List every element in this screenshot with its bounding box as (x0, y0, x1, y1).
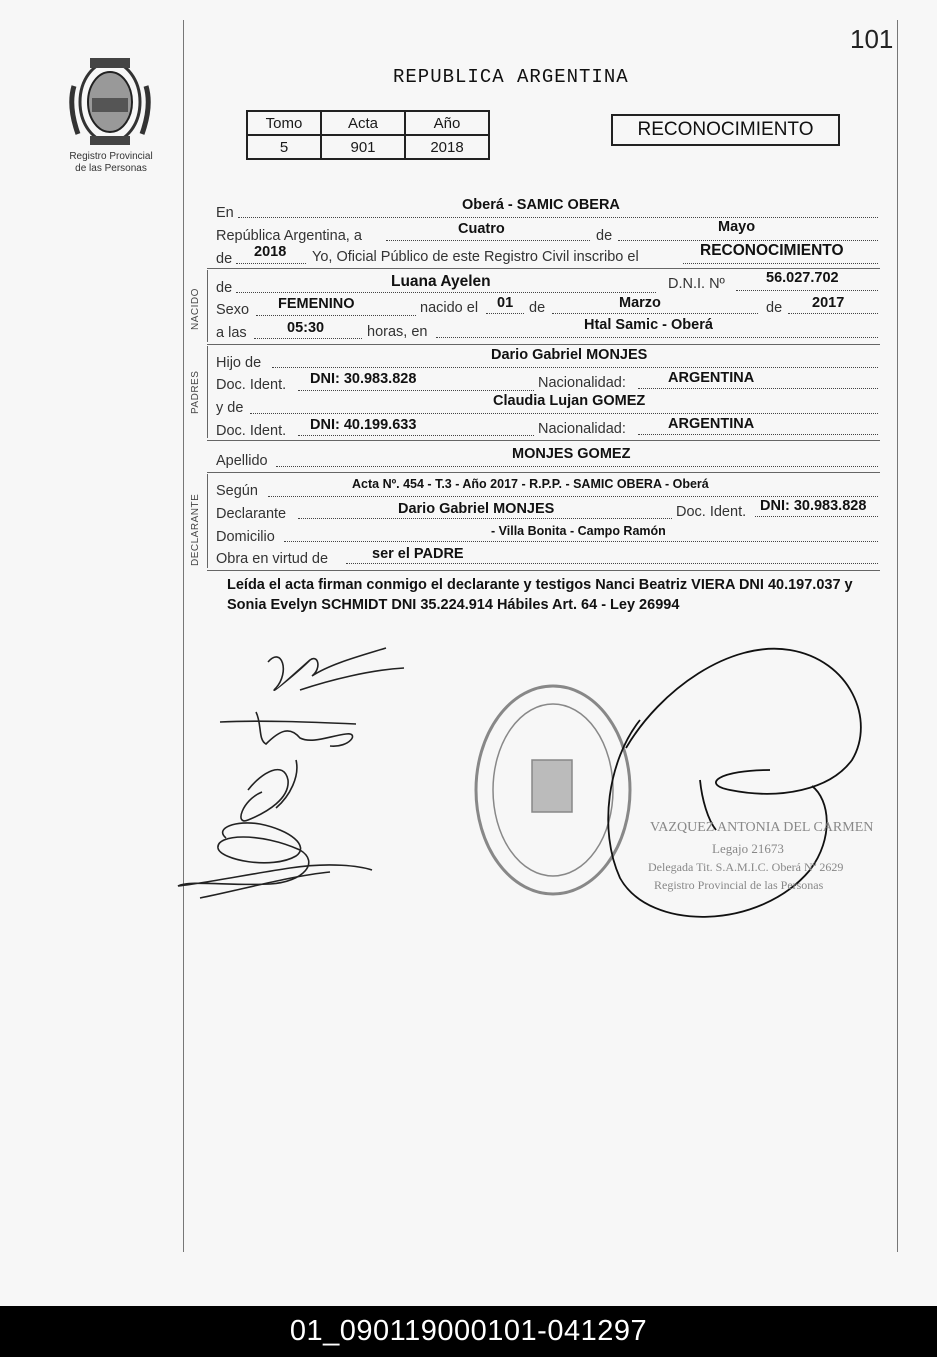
dni-label: D.N.I. Nº (668, 276, 725, 292)
dotted-line (436, 337, 878, 338)
hijo-de-label: Hijo de (216, 355, 262, 371)
record-table-cell: 2018 (405, 135, 489, 159)
segun-value: Acta Nº. 454 - T.3 - Año 2017 - R.P.P. - SAMIC OBERA - Oberá (352, 477, 709, 491)
dotted-line (618, 240, 878, 241)
dotted-line (256, 315, 416, 316)
horas-label: horas, en (367, 324, 428, 340)
declarante-side-label: DECLARANTE (190, 493, 201, 566)
doc1-label: Doc. Ident. (216, 377, 287, 393)
registry-caption (56, 151, 166, 175)
apellido-label: Apellido (216, 453, 268, 469)
mother-doc-value: DNI: 40.199.633 (310, 417, 417, 433)
birth-place-value: Htal Samic - Oberá (584, 317, 713, 333)
record-type-box: RECONOCIMIENTO (611, 114, 840, 146)
dotted-line (638, 434, 878, 435)
de2-label: de (216, 251, 233, 267)
de-label: de (596, 228, 613, 244)
dotted-line (346, 563, 878, 564)
official-name: VAZQUEZ ANTONIA DEL CARMEN (650, 820, 874, 835)
domicilio-label: Domicilio (216, 529, 275, 545)
section-vertical-rule (207, 474, 208, 568)
dotted-line (386, 240, 590, 241)
birth-day-value: 01 (497, 295, 514, 311)
obra-value: ser el PADRE (372, 546, 464, 562)
section-vertical-rule (207, 346, 208, 438)
birth-month-value: Marzo (619, 295, 661, 311)
section-divider (207, 472, 880, 473)
nacido-name-value: Luana Ayelen (391, 273, 491, 290)
official-legajo: Legajo 21673 (712, 841, 784, 856)
doc2-label: Doc. Ident. (216, 423, 287, 439)
dotted-line (298, 435, 534, 436)
dotted-line (486, 313, 524, 314)
segun-label: Según (216, 483, 258, 499)
sexo-value: FEMENINO (278, 296, 355, 312)
record-table-cell: 5 (247, 135, 321, 159)
document-title: REPUBLICA ARGENTINA (393, 66, 629, 88)
registry-caption-line2: de las Personas (75, 163, 147, 174)
nac2-label: Nacionalidad: (538, 421, 626, 437)
declarante-doc-value: DNI: 30.983.828 (760, 498, 867, 514)
footer-code: 01_090119000101-041297 (0, 1306, 937, 1357)
year-value: 2018 (254, 244, 287, 260)
dotted-line (272, 367, 878, 368)
record-table-value-row (247, 135, 489, 159)
obra-label: Obra en virtud de (216, 551, 329, 567)
section-vertical-rule (207, 270, 208, 342)
day-value: Cuatro (458, 221, 505, 237)
dotted-line (284, 541, 878, 542)
dotted-line (268, 496, 878, 497)
mother-nationality-value: ARGENTINA (668, 416, 755, 432)
dotted-line (755, 516, 878, 517)
record-table-header: Tomo (247, 111, 321, 135)
nacido-de-label: de (216, 280, 233, 296)
closing-statement: Leída el acta firman conmigo el declarante y testigos Nanci Beatriz VIERA DNI 40.197.037 y Sonia Evelyn SCHMIDT DNI 35.224.914 Hábiles Art. 64 - Ley 26994 (227, 577, 853, 613)
witness-signatures (178, 648, 404, 898)
en-label: En (216, 205, 234, 221)
birth-year-value: 2017 (812, 295, 845, 311)
nacido-de2-label: de (529, 300, 546, 316)
father-nationality-value: ARGENTINA (668, 370, 755, 386)
official-role: Delegada Tit. S.A.M.I.C. Oberá Nº 2629 (648, 860, 844, 874)
month-value: Mayo (718, 219, 756, 235)
registry-caption-line1: Registro Provincial (69, 151, 153, 162)
dotted-line (298, 390, 534, 391)
nacido-side-label: NACIDO (190, 288, 201, 330)
delegation-round-stamp (476, 686, 630, 894)
page-number: 101 (850, 24, 894, 54)
declarante-value: Dario Gabriel MONJES (398, 501, 555, 517)
apellido-value: MONJES GOMEZ (512, 446, 631, 462)
declarante-label: Declarante (216, 506, 287, 522)
official-registry: Registro Provincial de las Personas (654, 878, 824, 892)
father-doc-value: DNI: 30.983.828 (310, 371, 417, 387)
dotted-line (552, 313, 758, 314)
section-divider (207, 440, 880, 441)
dotted-line (788, 313, 878, 314)
dotted-line (298, 518, 672, 519)
a-las-label: a las (216, 325, 247, 341)
en-value: Oberá - SAMIC OBERA (462, 197, 620, 213)
dotted-line (254, 338, 362, 339)
father-value: Dario Gabriel MONJES (491, 347, 648, 363)
record-table-header: Acta (321, 111, 405, 135)
republica-label: República Argentina, a (216, 228, 362, 244)
dotted-line (736, 290, 878, 291)
section-divider (207, 570, 880, 571)
sexo-label: Sexo (216, 302, 250, 318)
dotted-line (683, 263, 878, 264)
dotted-line (250, 413, 878, 414)
dotted-line (236, 292, 656, 293)
official-signature (608, 649, 861, 917)
dotted-line (236, 263, 306, 264)
record-table (246, 110, 490, 160)
mother-value: Claudia Lujan GOMEZ (493, 393, 646, 409)
section-divider (207, 268, 880, 269)
dotted-line (238, 217, 878, 218)
record-table-header: Año (405, 111, 489, 135)
dotted-line (276, 466, 878, 467)
oficial-label: Yo, Oficial Público de este Registro Civil inscribo el (312, 249, 639, 265)
right-margin-line (897, 20, 898, 1252)
nac1-label: Nacionalidad: (538, 375, 626, 391)
left-margin-line (183, 20, 184, 1252)
nacido-de3-label: de (766, 300, 783, 316)
provincial-seal-logo (66, 56, 154, 148)
section-divider (207, 344, 880, 345)
record-table-header-row (247, 111, 489, 135)
padres-side-label: PADRES (190, 370, 201, 414)
birth-time-value: 05:30 (287, 320, 325, 336)
y-de-label: y de (216, 400, 244, 416)
inscribo-value: RECONOCIMIENTO (700, 242, 844, 259)
domicilio-value: - Villa Bonita - Campo Ramón (491, 524, 666, 538)
dni-value: 56.027.702 (766, 270, 839, 286)
declarante-doc-label: Doc. Ident. (676, 504, 747, 520)
nacido-el-label: nacido el (420, 300, 479, 316)
record-table-cell: 901 (321, 135, 405, 159)
dotted-line (638, 388, 878, 389)
